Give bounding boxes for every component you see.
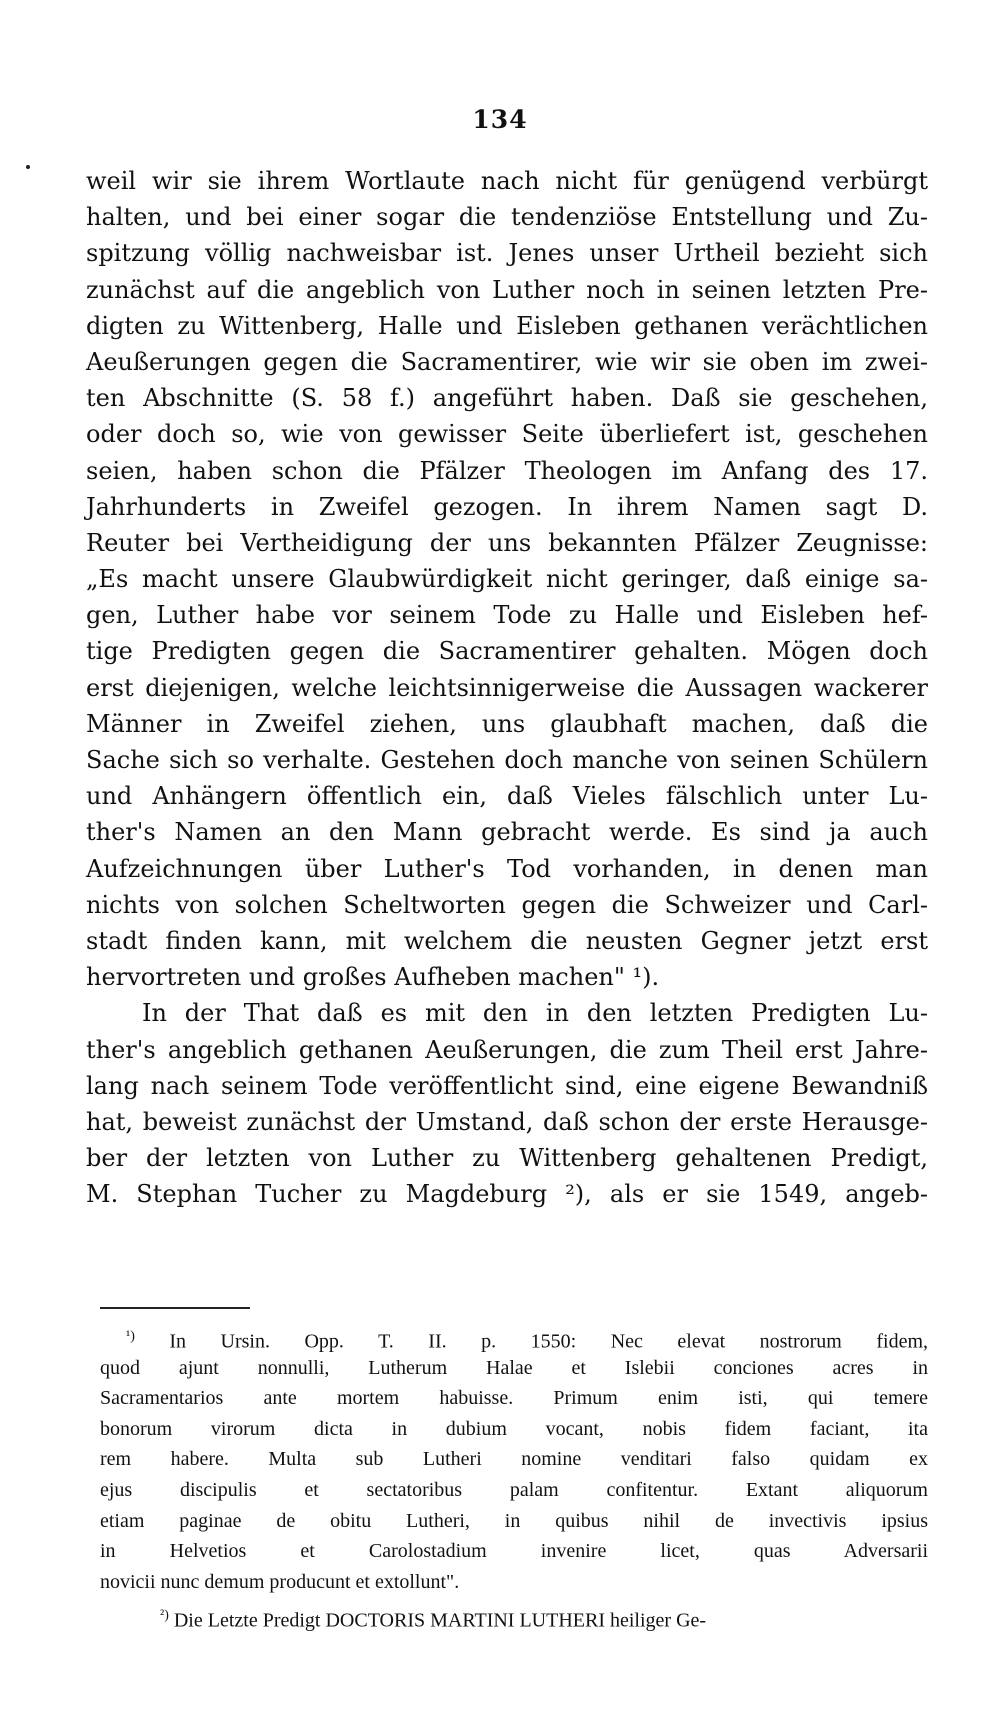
text-line: ther's Namen an den Mann gebracht werde. Es sind ja auch <box>86 818 928 847</box>
text-line: Jahrhunderts in Zweifel gezogen. In ihrem Namen sagt D. <box>86 492 928 521</box>
paragraph-start-line: In der That daß es mit den in den letzten Predigten Lu- <box>142 999 928 1028</box>
text-line: erst diejenigen, welche leichtsinnigerweise die Aussagen wackerer <box>86 673 928 702</box>
text-line: Sache sich so verhalte. Gestehen doch manche von seinen Schülern <box>86 746 928 774</box>
page-number: 134 <box>472 105 528 134</box>
text-line: lang nach seinem Tode veröffentlicht sind, eine eigene Bewandniß <box>86 1071 928 1100</box>
footnote-1-text: In Ursin. Opp. T. II. p. 1550: Nec elevat nostrorum fidem, <box>169 1330 929 1353</box>
footnote-1-marker: ¹) <box>126 1329 135 1344</box>
footnote-divider <box>100 1307 250 1309</box>
text-line: Aeußerungen gegen die Sacramentirer, wie wir sie oben im zwei- <box>86 347 928 376</box>
text-line: spitzung völlig nachweisbar ist. Jenes unser Urtheil bezieht sich <box>86 239 928 268</box>
text-line: stadt finden kann, mit welchem die neusten Gegner jetzt erst <box>86 926 928 955</box>
footnote-1-line: quod ajunt nonnulli, Lutherum Halae et Islebii conciones acres in <box>100 1356 928 1379</box>
text-line: ten Abschnitte (S. 58 f.) angeführt haben. Daß sie geschehen, <box>86 384 928 413</box>
margin-speck <box>26 165 30 169</box>
footnote-1-line: ejus discipulis et sectatoribus palam confitentur. Extant aliquorum <box>100 1478 928 1501</box>
paragraph-end-line: hervortreten und großes Aufheben machen" ¹). <box>86 963 660 992</box>
footnote-1-line: etiam paginae de obitu Lutheri, in quibus nihil de invectivis ipsius <box>100 1509 928 1532</box>
text-line: seien, haben schon die Pfälzer Theologen im Anfang des 17. <box>86 456 928 485</box>
text-line: tige Predigten gegen die Sacramentirer gehalten. Mögen doch <box>86 637 928 666</box>
text-line: M. Stephan Tucher zu Magdeburg ²), als er sie 1549, angeb- <box>86 1180 928 1209</box>
text-line: Reuter bei Vertheidigung der uns bekannten Pfälzer Zeugnisse: <box>86 528 928 557</box>
text-line: ther's angeblich gethanen Aeußerungen, die zum Theil erst Jahre- <box>86 1035 928 1064</box>
footnote-1-line: rem habere. Multa sub Lutheri nomine venditari falso quidam ex <box>100 1448 928 1471</box>
footnote-2-marker: ²) <box>160 1608 169 1624</box>
footnote-1-line: in Helvetios et Carolostadium invenire licet, quas Adversarii <box>100 1540 928 1563</box>
text-line: Aufzeichnungen über Luther's Tod vorhanden, in denen man <box>86 854 928 883</box>
footnotes <box>100 1322 928 1632</box>
footnote-1-line: bonorum virorum dicta in dubium vocant, nobis fidem faciant, ita <box>100 1417 928 1440</box>
footnote-2-line <box>100 1601 928 1632</box>
footnote-1-line <box>100 1322 928 1353</box>
text-line: und Anhängern öffentlich ein, daß Vieles fälschlich unter Lu- <box>86 782 928 811</box>
text-line: „Es macht unsere Glaubwürdigkeit nicht geringer, daß einige sa- <box>86 565 928 594</box>
text-line: zunächst auf die angeblich von Luther noch in seinen letzten Pre- <box>86 275 928 304</box>
main-text <box>86 163 928 1212</box>
text-line: halten, und bei einer sogar die tendenziöse Entstellung und Zu- <box>86 203 928 232</box>
footnote-1-line: novicii nunc demum producunt et extollunt". <box>100 1570 460 1593</box>
footnote-1-line: Sacramentarios ante mortem habuisse. Primum enim isti, qui temere <box>100 1387 928 1410</box>
text-line: hat, beweist zunächst der Umstand, daß schon der erste Herausge- <box>86 1107 928 1136</box>
text-line: oder doch so, wie von gewisser Seite überliefert ist, geschehen <box>86 420 928 449</box>
text-line: gen, Luther habe vor seinem Tode zu Halle und Eisleben hef- <box>86 601 928 630</box>
footnote-2-text: Die Letzte Predigt DOCTORIS MARTINI LUTHERI heiliger Ge- <box>173 1610 707 1632</box>
text-line: Männer in Zweifel ziehen, uns glaubhaft machen, daß die <box>86 709 928 738</box>
text-line: weil wir sie ihrem Wortlaute nach nicht für genügend verbürgt <box>86 167 928 195</box>
text-line: digten zu Wittenberg, Halle und Eisleben gethanen verächtlichen <box>86 311 928 340</box>
text-line: nichts von solchen Scheltworten gegen die Schweizer und Carl- <box>86 890 928 919</box>
text-line: ber der letzten von Luther zu Wittenberg gehaltenen Predigt, <box>86 1144 928 1173</box>
